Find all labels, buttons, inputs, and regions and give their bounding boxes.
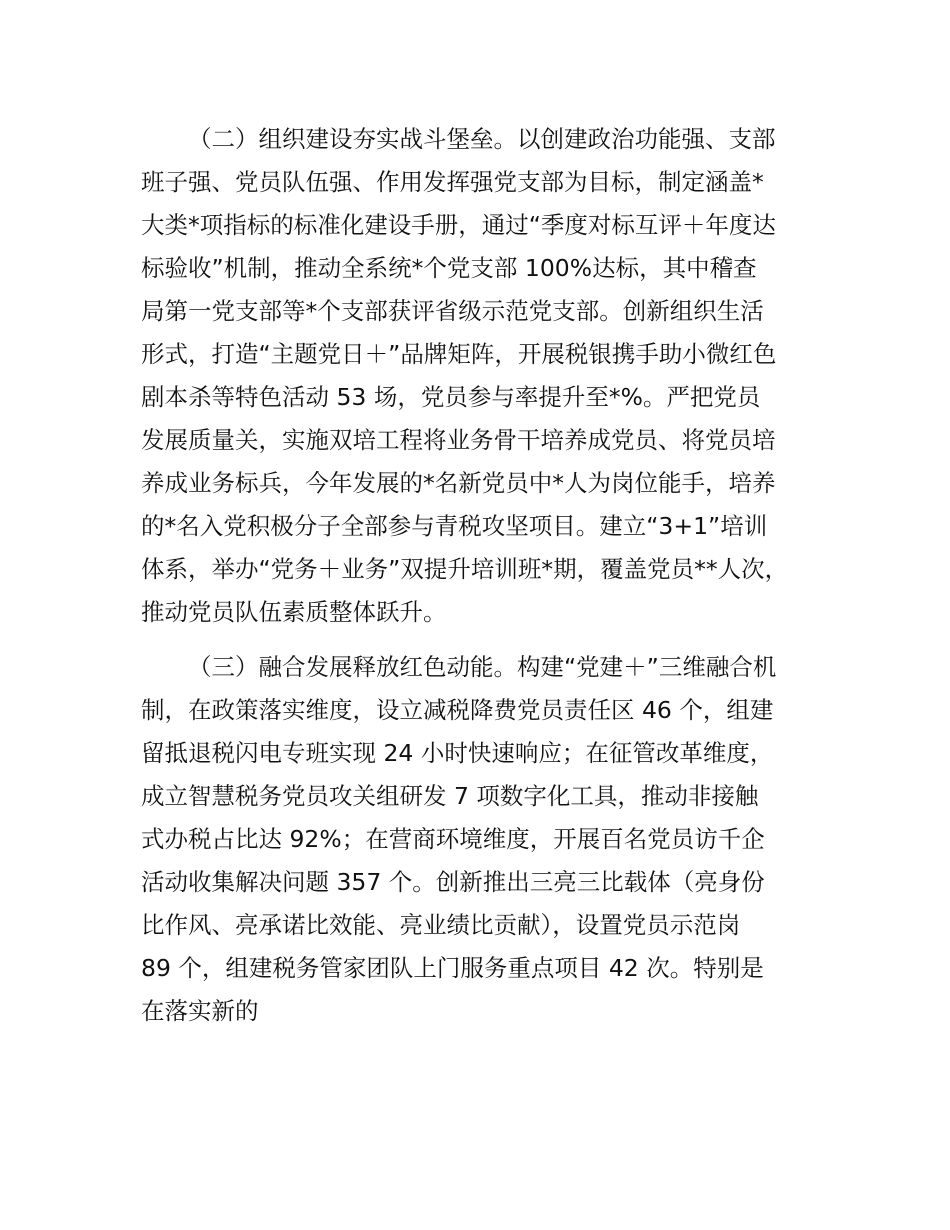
text-line: 推动党员队伍素质整体跃升。 bbox=[141, 598, 447, 626]
text-line: 式办税占比达 92%；在营商环境维度，开展百名党员访千企 bbox=[141, 825, 765, 853]
text-line: 89 个，组建税务管家团队上门服务重点项目 42 次。特别是 bbox=[141, 954, 764, 982]
text-line: 在落实新的 bbox=[141, 997, 259, 1025]
text-line: 制，在政策落实维度，设立减税降费党员责任区 46 个，组建 bbox=[141, 696, 774, 724]
text-line: 留抵退税闪电专班实现 24 小时快速响应；在征管改革维度， bbox=[141, 739, 774, 767]
text-line: 养成业务标兵，今年发展的*名新党员中*人为岗位能手，培养 bbox=[141, 469, 776, 497]
text-line: 成立智慧税务党员攻关组研发 7 项数字化工具，推动非接触 bbox=[141, 782, 759, 810]
text-line: 体系，举办“党务＋业务”双提升培训班*期，覆盖党员**人次， bbox=[141, 555, 789, 583]
text-line: 比作风、亮承诺比效能、亮业绩比贡献），设置党员示范岗 bbox=[141, 911, 741, 939]
text-line: 发展质量关，实施双培工程将业务骨干培养成党员、将党员培 bbox=[141, 426, 776, 454]
text-line: 大类*项指标的标准化建设手册，通过“季度对标互评＋年度达 bbox=[141, 211, 776, 239]
text-line: 剧本杀等特色活动 53 场，党员参与率提升至*%。严把党员 bbox=[141, 383, 761, 411]
text-line: 标验收”机制，推动全系统*个党支部 100%达标，其中稽查 bbox=[141, 254, 757, 282]
text-line: 班子强、党员队伍强、作用发挥强党支部为目标，制定涵盖* bbox=[141, 168, 764, 196]
text-line: （二）组织建设夯实战斗堡垒。以创建政治功能强、支部 bbox=[188, 125, 776, 153]
text-line: 活动收集解决问题 357 个。创新推出三亮三比载体（亮身份 bbox=[141, 868, 765, 896]
text-line: 形式，打造“主题党日＋”品牌矩阵，开展税银携手助小微红色 bbox=[141, 340, 777, 368]
text-line: 局第一党支部等*个支部获评省级示范党支部。创新组织生活 bbox=[141, 297, 764, 325]
text-line: （三）融合发展释放红色动能。构建“党建＋”三维融合机 bbox=[188, 653, 777, 681]
text-line: 的*名入党积极分子全部参与青税攻坚项目。建立“3+1”培训 bbox=[141, 512, 768, 540]
